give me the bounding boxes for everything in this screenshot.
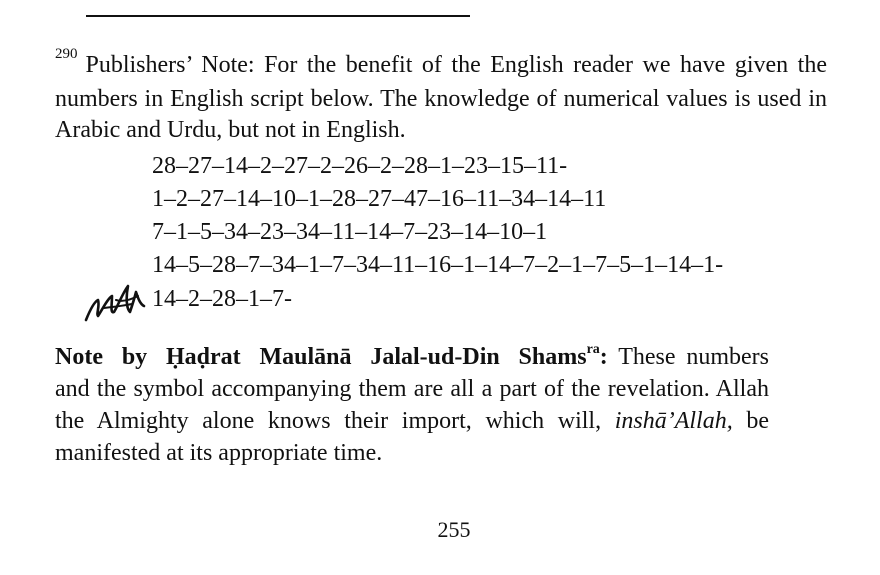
number-line-3: 7–1–5–34–23–34–11–14–7–23–14–10–1 bbox=[152, 219, 548, 245]
note-heading-colon: : bbox=[599, 344, 608, 370]
footnote-paragraph bbox=[55, 46, 827, 146]
note-text-part-1: These numbers and the symbol accompanying them are all a part of the revelation. Allah the Almighty alone knows their import, which will, bbox=[55, 344, 769, 434]
handwritten-symbol-icon bbox=[82, 280, 148, 324]
footnote-text: Publishers’ Note: For the benefit of the English reader we have given the numbers in English script below. The knowledge of numerical values is used in Arabic and Urdu, but not in English. bbox=[55, 52, 827, 143]
note-heading-superscript: ra bbox=[586, 342, 600, 357]
number-line-5: 14–2–28–1–7- bbox=[152, 286, 292, 312]
number-sequence-block bbox=[152, 150, 723, 282]
note-italic-text: inshā’Allah, bbox=[614, 408, 733, 434]
note-heading: Note by Ḥaḍrat Maulānā Jalal-ud-Din Shams bbox=[55, 344, 587, 370]
editor-note-paragraph bbox=[55, 341, 769, 469]
number-line-2: 1–2–27–14–10–1–28–27–47–16–11–34–14–11 bbox=[152, 186, 607, 212]
note-text-part-2: be manifested at its appropriate time. bbox=[55, 408, 770, 466]
number-line-4: 14–5–28–7–34–1–7–34–11–16–1–14–7–2–1–7–5–1–14–1- bbox=[152, 252, 724, 278]
footnote-separator-rule bbox=[86, 15, 470, 17]
number-line-1: 28–27–14–2–27–2–26–2–28–1–23–15–11- bbox=[152, 153, 568, 179]
footnote-number: 290 bbox=[55, 46, 78, 62]
page-number: 255 bbox=[437, 517, 471, 542]
